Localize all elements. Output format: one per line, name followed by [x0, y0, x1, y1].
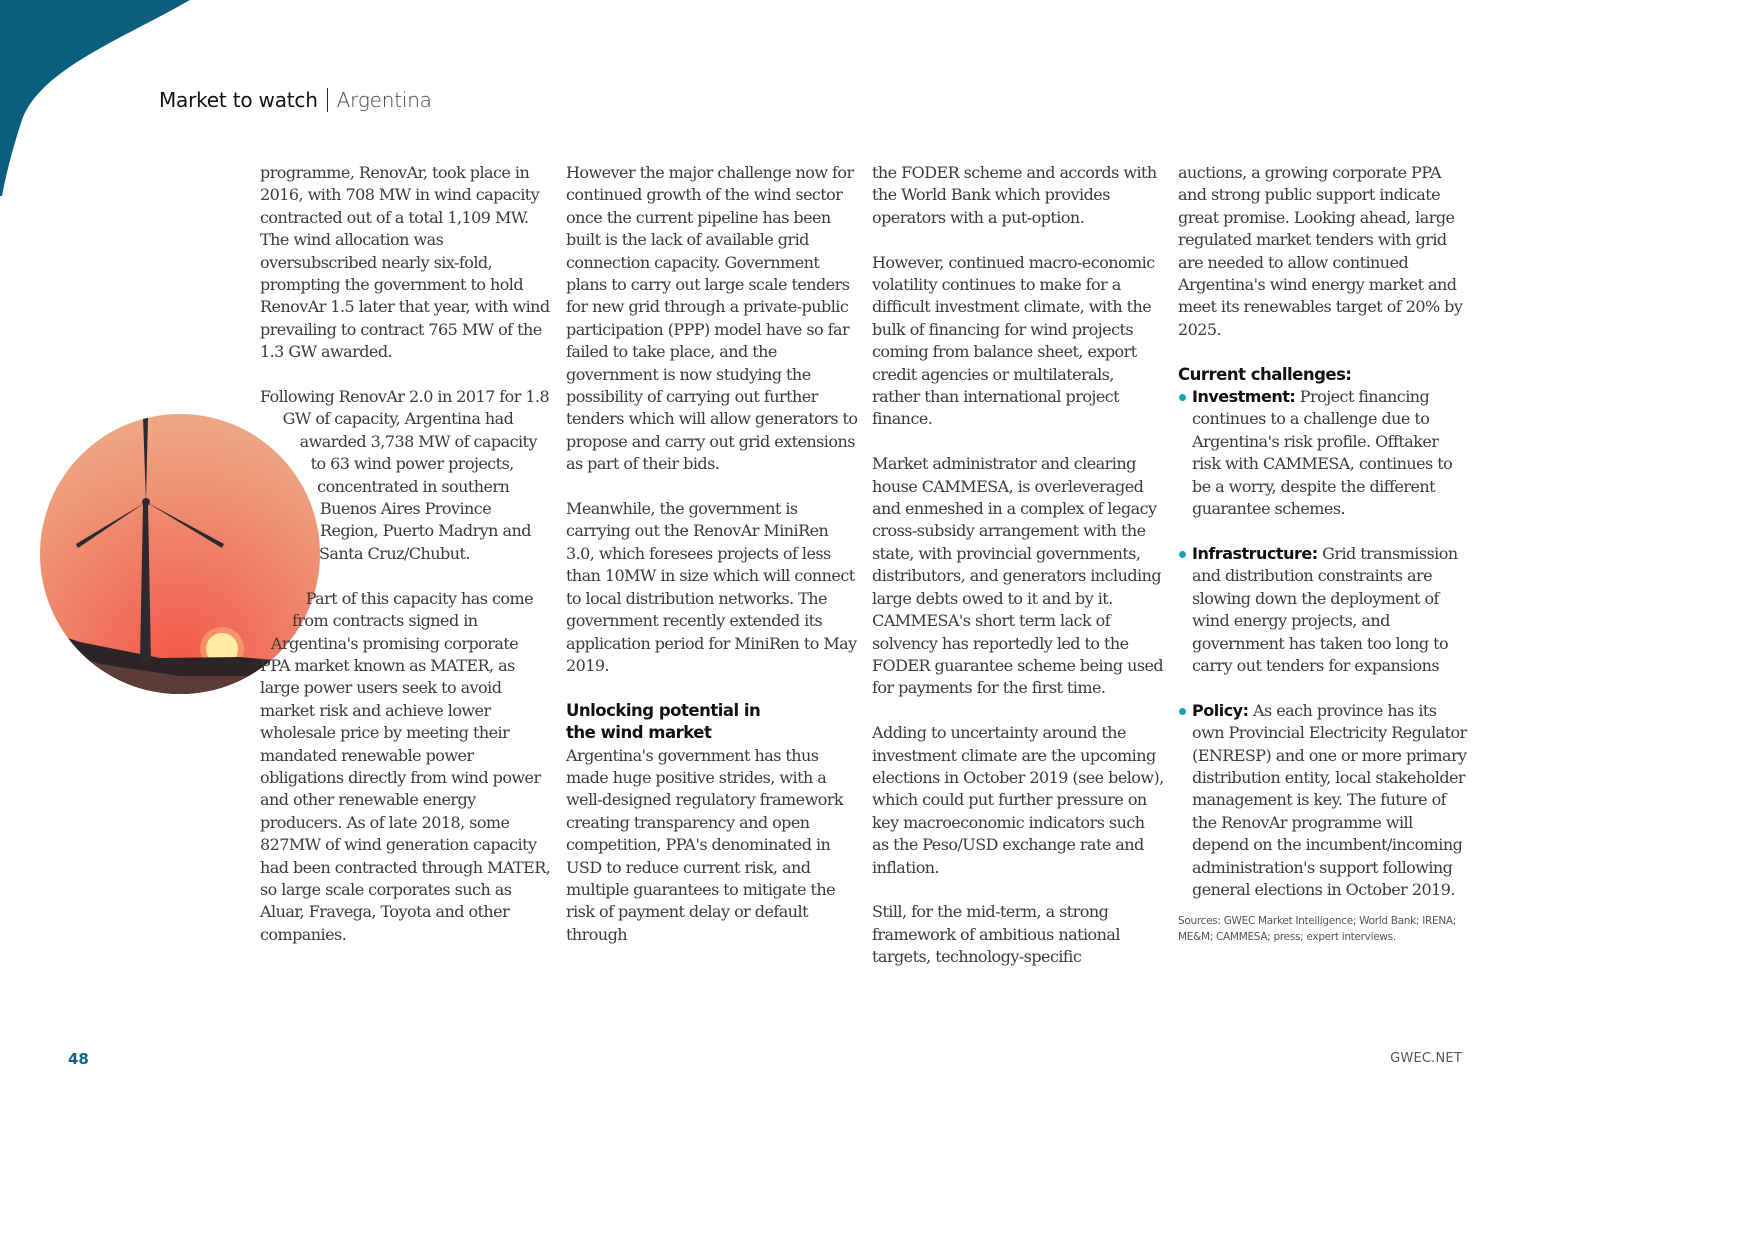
bullet-item	[1178, 543, 1468, 677]
bullet-text: As each province has its own Provincial Electricity Regulator (ENRESP) and one or more primary distribution entity, local stakeholder management is key. The future of the RenovAr programme will depend on the incumbent/incoming administration's support following general elections in October 2019.	[1192, 700, 1467, 899]
text-column-3	[872, 162, 1164, 969]
bullet-dot-icon	[1179, 551, 1186, 558]
bullet-text: Project financing continues to a challenge due to Argentina's risk profile. Offtaker risk with CAMMESA, continues to be a worry, despite the different guarantee schemes.	[1192, 387, 1453, 519]
text-column-1	[260, 162, 552, 946]
page-number: 48	[68, 1050, 89, 1068]
bullet-label: Investment:	[1192, 387, 1296, 407]
bullet-label: Infrastructure:	[1192, 543, 1318, 563]
text-column-4	[1178, 162, 1468, 945]
text-column-2	[566, 162, 858, 946]
paragraph: programme, RenovAr, took place in 2016, with 708 MW in wind capacity contracted out of a total 1,109 MW. The wind allocation was oversubscribed nearly six-fold, prompting the government to hold RenovAr 1.5 later that year, with wind prevailing to contract 765 MW of the 1.3 GW awarded.	[260, 163, 550, 362]
paragraph: auctions, a growing corporate PPA and strong public support indicate great promise. Looking ahead, large regulated market tenders with grid are needed to allow continued Argentina's wind energy market and meet its renewables target of 20% by 2025.	[1178, 163, 1463, 339]
paragraph: Argentina's government has thus made huge positive strides, with a well-designed regulatory framework creating transparency and open competition, PPA's denominated in USD to reduce current risk, and multiple guarantees to mitigate the risk of payment delay or default through	[566, 745, 844, 944]
section-heading: Unlocking potential in the wind market	[566, 700, 761, 743]
paragraph: However, continued macro-economic volatility continues to make for a difficult investment climate, with the bulk of financing for wind projects coming from balance sheet, export credit agencies or multilaterals, rather than international project finance.	[872, 252, 1155, 429]
paragraph: Meanwhile, the government is carrying out the RenovAr MiniRen 3.0, which foresees projects of less than 10MW in size which will connect to local distribution networks. The government recently extended its application period for MiniRen to May 2019.	[566, 499, 857, 675]
header-divider	[327, 88, 328, 112]
sources-note: Sources: GWEC Market Intelligence; World Bank; IRENA; ME&M; CAMMESA; press; expert interviews.	[1178, 915, 1457, 944]
paragraph: the FODER scheme and accords with the World Bank which provides operators with a put-option.	[872, 163, 1157, 227]
header-subtitle: Argentina	[336, 88, 432, 112]
header-title: Market to watch	[159, 88, 318, 112]
bullet-item	[1178, 700, 1468, 902]
paragraph: However the major challenge now for continued growth of the wind sector once the current pipeline has been built is the lack of available grid connection capacity. Government plans to carry out large scale tenders for new grid through a private-public participation (PPP) model have so far failed to take place, and the government is now studying the possibility of carrying out further tenders which will allow generators to propose and carry out grid extensions as part of their bids.	[566, 163, 858, 474]
bullet-item	[1178, 386, 1468, 520]
page-header	[159, 88, 432, 112]
paragraph: Part of this capacity has come from contracts signed in Argentina's promising corporate PPA market known as MATER, as large power users seek to avoid market risk and achieve lower wholesale price by meeting their mandated renewable power obligations directly from wind power and other renewable energy producers. As of late 2018, some 827MW of wind generation capacity had been contracted through MATER, so large scale corporates such as Aluar, Fravega, Toyota and other companies.	[260, 588, 551, 944]
paragraph: Still, for the mid-term, a strong framework of ambitious national targets, technology-specific	[872, 902, 1120, 967]
bullet-dot-icon	[1179, 394, 1186, 401]
paragraph: Following RenovAr 2.0 in 2017 for 1.8 GW of capacity, Argentina had awarded 3,738 MW of capacity to 63 wind power projects, concentrated in southern Buenos Aires Province Region, Puerto Madryn and Santa Cruz/Chubut.	[260, 387, 550, 563]
bullet-text: Grid transmission and distribution constraints are slowing down the deployment of wind energy projects, and government has taken too long to carry out tenders for expansions	[1192, 543, 1458, 675]
paragraph: Market administrator and clearing house CAMMESA, is overleveraged and enmeshed in a complex of legacy cross-subsidy arrangement with the state, with provincial governments, distributors, and generators including large debts owed to it and by it. CAMMESA's short term lack of solvency has reportedly led to the FODER guarantee scheme being used for payments for the first time.	[872, 454, 1164, 698]
bullet-dot-icon	[1179, 708, 1186, 715]
bullet-label: Policy:	[1192, 700, 1249, 720]
site-link[interactable]: GWEC.NET	[1390, 1051, 1462, 1066]
section-heading: Current challenges:	[1178, 364, 1352, 384]
paragraph: Adding to uncertainty around the investment climate are the upcoming elections in October 2019 (see below), which could put further pressure on key macroeconomic indicators such as the Peso/USD exchange rate and inflation.	[872, 723, 1164, 877]
